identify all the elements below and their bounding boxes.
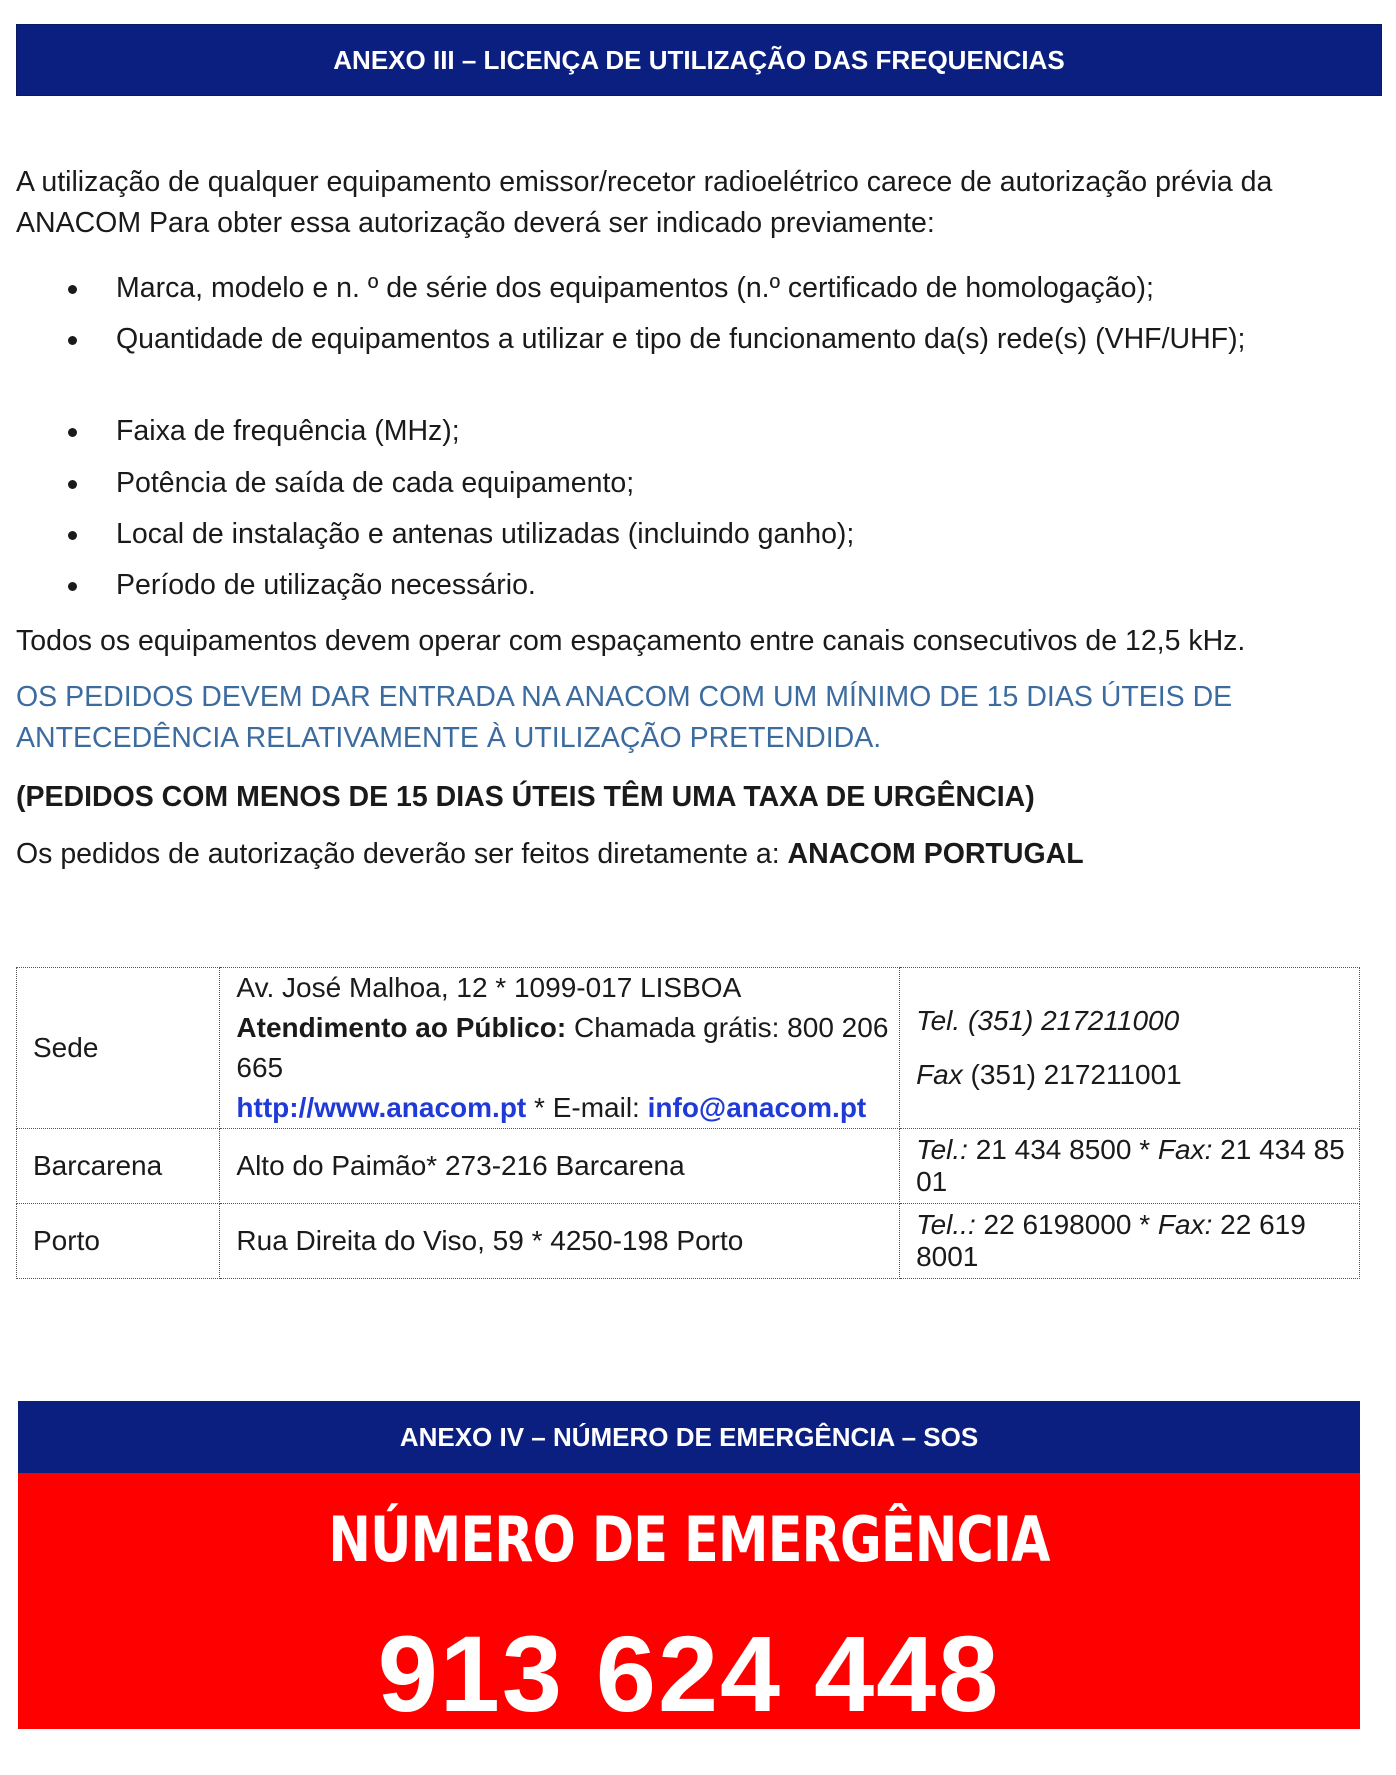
email-label: * E-mail: xyxy=(526,1092,648,1123)
table-row xyxy=(17,1204,1360,1279)
table-row xyxy=(17,968,1360,1129)
office-phone-cell xyxy=(900,1129,1360,1204)
public-service-label: Atendimento ao Público: xyxy=(236,1012,567,1043)
bullet-icon xyxy=(68,531,77,540)
office-name: Porto xyxy=(17,1204,220,1279)
office-tel: Tel. (351) 217211000 xyxy=(916,1005,1180,1036)
fax-label: Fax: xyxy=(1157,1134,1213,1165)
bullet-icon xyxy=(68,336,77,345)
annex3-title: ANEXO III – LICENÇA DE UTILIZAÇÃO DAS FREQUENCIAS xyxy=(333,44,1065,75)
request-target: ANACOM PORTUGAL xyxy=(787,838,1084,870)
request-prefix: Os pedidos de autorização deverão ser feitos diretamente a: xyxy=(16,838,788,870)
spacing-note: Todos os equipamentos devem operar com espaçamento entre canais consecutivos de 12,5 kHz. xyxy=(16,625,1246,657)
request-line xyxy=(16,834,1386,875)
fax-value: (351) 217211001 xyxy=(962,1059,1182,1090)
tel-label: Tel..: xyxy=(916,1209,976,1240)
office-phone-cell xyxy=(900,1204,1360,1279)
fax-label: Fax xyxy=(916,1059,963,1090)
bullet-icon xyxy=(68,480,77,489)
fax-value: 21 434 85 01 xyxy=(916,1134,1345,1197)
urgency-note: (PEDIDOS COM MENOS DE 15 DIAS ÚTEIS TÊM UMA TAXA DE URGÊNCIA) xyxy=(16,781,1035,813)
annex3-title-banner xyxy=(16,24,1382,96)
public-service-value: Chamada grátis: 800 206 665 xyxy=(236,1012,889,1083)
public-service-line xyxy=(236,1008,899,1088)
bullet-icon xyxy=(68,582,77,591)
annex4-title: ANEXO IV – NÚMERO DE EMERGÊNCIA – SOS xyxy=(399,1421,979,1452)
emergency-number[interactable]: 913 624 448 xyxy=(377,1613,1001,1734)
bullet-icon xyxy=(68,428,77,437)
office-address: Alto do Paimão* 273-216 Barcarena xyxy=(220,1129,900,1204)
table-row xyxy=(17,1129,1360,1204)
contact-line xyxy=(236,1088,899,1128)
office-name: Barcarena xyxy=(17,1129,220,1204)
email-link[interactable]: info@anacom.pt xyxy=(647,1092,867,1123)
office-fax-line xyxy=(916,1055,1359,1095)
office-address: Av. José Malhoa, 12 * 1099-017 LISBOA xyxy=(236,972,742,1003)
tel-value: 22 6198000 * xyxy=(975,1209,1158,1240)
office-name: Sede xyxy=(17,968,220,1129)
office-address: Rua Direita do Viso, 59 * 4250-198 Porto xyxy=(220,1204,900,1279)
website-link[interactable]: http://www.anacom.pt xyxy=(236,1092,527,1123)
office-phone-cell xyxy=(900,968,1360,1129)
annex4-title-banner xyxy=(18,1401,1360,1473)
office-address-cell xyxy=(220,968,900,1129)
emergency-label: NÚMERO DE EMERGÊNCIA xyxy=(328,1503,1050,1576)
tel-label: Tel.: xyxy=(916,1134,968,1165)
emergency-box xyxy=(18,1473,1360,1734)
intro-paragraph: A utilização de qualquer equipamento emissor/recetor radioelétrico carece de autorização prévia da ANACOM Para obter essa autorização deverá ser indicado previamente: xyxy=(16,166,1273,239)
deadline-note: OS PEDIDOS DEVEM DAR ENTRADA NA ANACOM COM UM MÍNIMO DE 15 DIAS ÚTEIS DE ANTECEDÊNCIA RELATIVAMENTE À UTILIZAÇÃO PRETENDIDA. xyxy=(16,681,1233,754)
fax-value: 22 619 8001 xyxy=(916,1209,1306,1272)
tel-value: 21 434 8500 * xyxy=(967,1134,1158,1165)
fax-label: Fax: xyxy=(1157,1209,1213,1240)
offices-table xyxy=(16,967,1360,1279)
bullet-icon xyxy=(68,285,77,294)
